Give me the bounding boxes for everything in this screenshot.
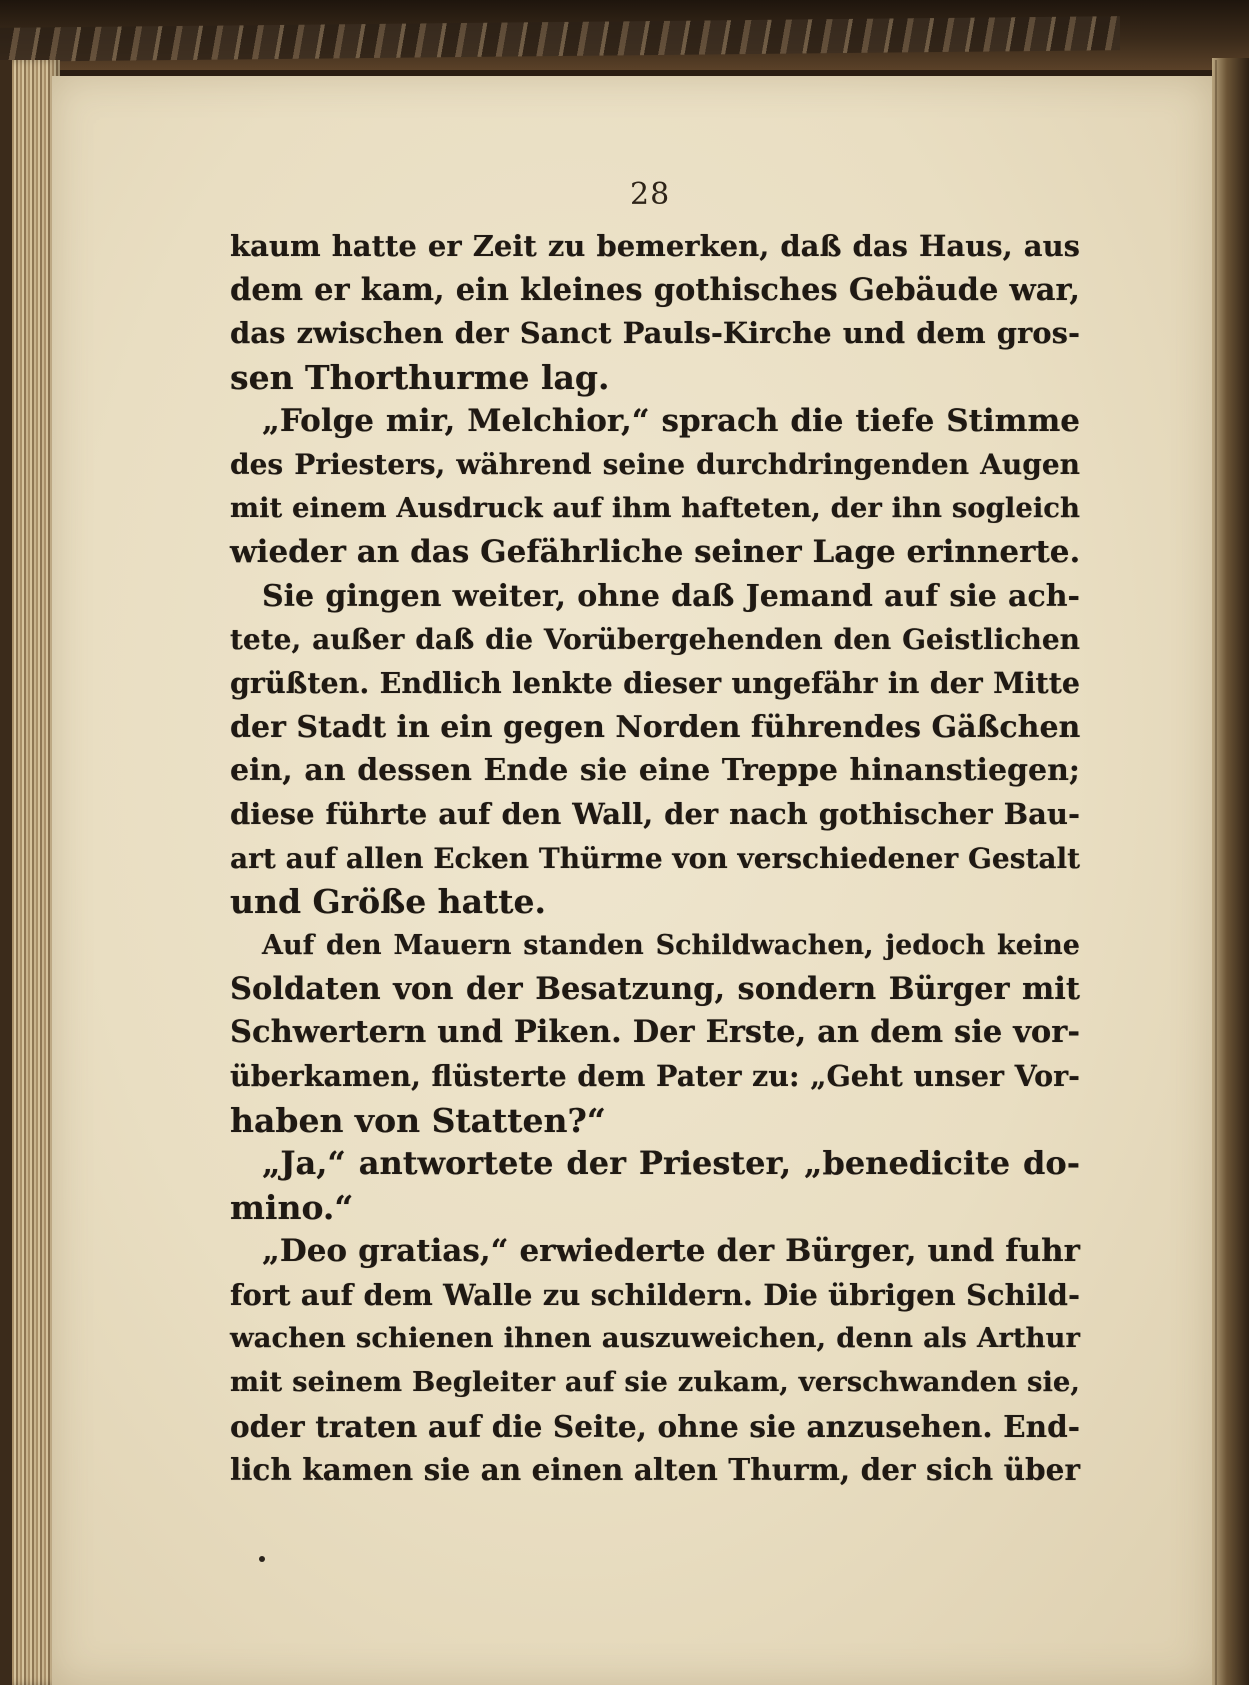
text-line: sen Thorthurme lag.: [230, 358, 610, 398]
text-line: oder traten auf die Seite, ohne sie anzusehen. End-: [230, 1408, 1080, 1444]
ink-speck: [259, 1556, 265, 1562]
text-line: des Priesters, während seine durchdringenden Augen: [230, 448, 1080, 482]
text-line: lich kamen sie an einen alten Thurm, der sich über: [230, 1452, 1080, 1488]
text-line: überkamen, flüsterte dem Pater zu: „Geht unser Vor-: [230, 1059, 1080, 1094]
text-line: das zwischen der Sanct Pauls-Kirche und dem gros-: [230, 316, 1080, 351]
text-line: grüßten. Endlich lenkte dieser ungefähr in der Mitte: [230, 665, 1080, 700]
page-number: 28: [630, 177, 671, 212]
text-line: „Folge mir, Melchior,“ sprach die tiefe Stimme: [262, 402, 1080, 439]
text-line: wachen schienen ihnen auszuweichen, denn als Arthur: [230, 1322, 1080, 1355]
text-line: haben von Statten?“: [230, 1100, 606, 1140]
text-line: Schwertern und Piken. Der Erste, an dem sie vor-: [230, 1014, 1080, 1051]
text-line: ein, an dessen Ende sie eine Treppe hinanstiegen;: [230, 753, 1080, 789]
text-line: tete, außer daß die Vorübergehenden den Geistlichen: [230, 623, 1080, 657]
text-line: Auf den Mauern standen Schildwachen, jedoch keine: [262, 930, 1080, 961]
text-line: und Größe hatte.: [230, 882, 547, 922]
book-fore-edge: [1212, 58, 1249, 1685]
text-line: fort auf dem Walle zu schildern. Die übrigen Schild-: [230, 1277, 1080, 1312]
text-line: kaum hatte er Zeit zu bemerken, daß das Haus, aus: [230, 229, 1080, 263]
body-text: [230, 225, 1080, 1492]
text-line: dem er kam, ein kleines gothisches Gebäude war,: [230, 271, 1080, 308]
book-top-edge: [0, 0, 1249, 70]
text-line: „Ja,“ antwortete der Priester, „benedicite do-: [262, 1144, 1080, 1183]
text-line: der Stadt in ein gegen Norden führendes Gäßchen: [230, 709, 1081, 745]
text-line: wieder an das Gefährliche seiner Lage erinnerte.: [230, 533, 1081, 570]
text-line: mit seinem Begleiter auf sie zukam, verschwanden sie,: [230, 1365, 1080, 1398]
page-stack-edge: [0, 60, 60, 1685]
gutter-line: [1215, 60, 1217, 1685]
text-line: Sie gingen weiter, ohne daß Jemand auf sie ach-: [262, 578, 1080, 614]
binding-cloth: [0, 16, 1120, 62]
text-line: mit einem Ausdruck auf ihm hafteten, der ihn sogleich: [230, 492, 1080, 525]
text-line: diese führte auf den Wall, der nach gothischer Bau-: [230, 796, 1080, 831]
text-line: Soldaten von der Besatzung, sondern Bürger mit: [230, 970, 1080, 1007]
text-line: mino.“: [230, 1188, 354, 1228]
text-line: art auf allen Ecken Thürme von verschiedener Gestalt: [230, 841, 1081, 875]
text-line: „Deo gratias,“ erwiederte der Bürger, und fuhr: [262, 1232, 1080, 1269]
